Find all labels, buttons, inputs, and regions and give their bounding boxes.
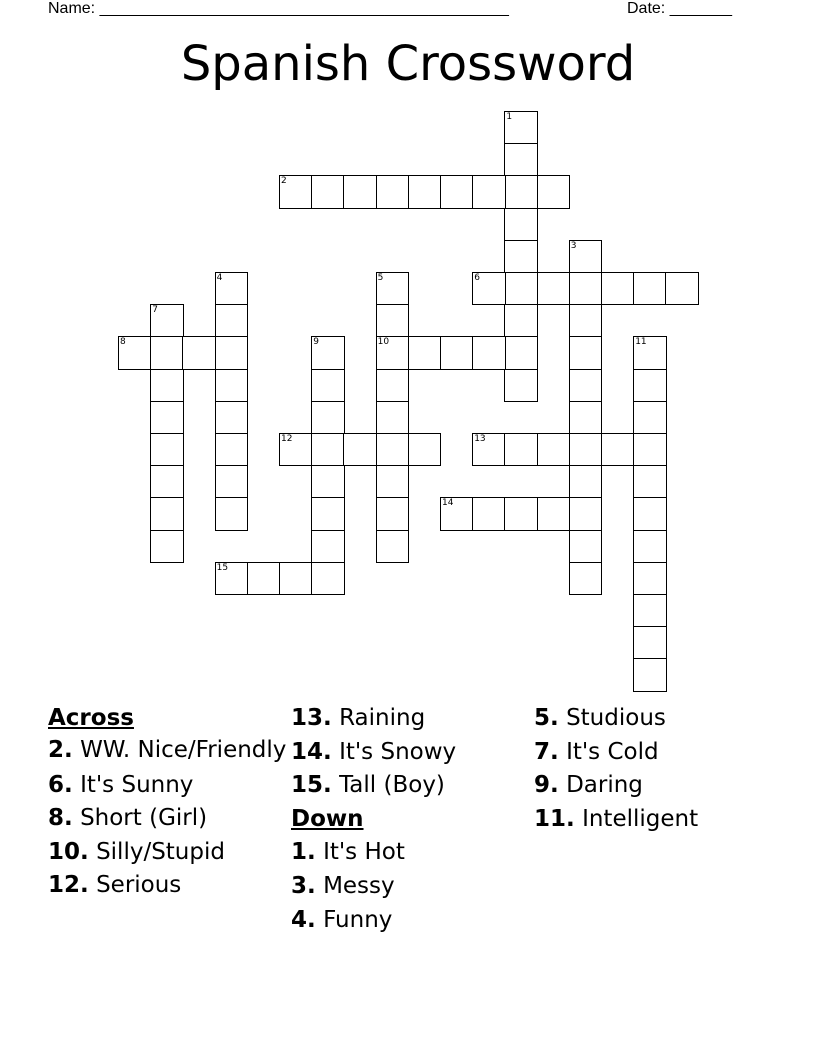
clue-across-2: [48, 736, 288, 764]
crossword-cell[interactable]: [215, 465, 248, 498]
clue-number: 14.: [291, 738, 332, 765]
clue-down-3: [291, 870, 531, 904]
clue-text: It's Hot: [323, 839, 405, 866]
crossword-cell[interactable]: [215, 272, 248, 305]
crossword-cell[interactable]: [279, 175, 312, 208]
clue-number-label: 1: [506, 112, 513, 122]
crossword-cell[interactable]: [343, 175, 376, 208]
crossword-cell[interactable]: [633, 530, 666, 563]
crossword-cell[interactable]: [376, 175, 409, 208]
crossword-cell[interactable]: [150, 530, 183, 563]
clue-down-7: [534, 736, 774, 770]
clue-number-label: 10: [377, 337, 390, 348]
clue-number-label: 3: [570, 240, 577, 251]
clue-number-label: 5: [377, 273, 384, 283]
clue-text: Serious: [96, 872, 182, 899]
crossword-cell[interactable]: [633, 272, 666, 305]
crossword-cell[interactable]: [311, 530, 344, 563]
clue-number-label: 6: [474, 273, 480, 283]
crossword-cell[interactable]: [504, 369, 537, 402]
crossword-cell[interactable]: [215, 562, 248, 595]
crossword-cell[interactable]: [440, 336, 473, 369]
clue-number-label: 13: [474, 434, 486, 444]
clue-number: 6.: [48, 771, 73, 798]
crossword-cell[interactable]: [633, 626, 666, 659]
crossword-cell[interactable]: [633, 658, 666, 691]
crossword-cell[interactable]: [376, 369, 409, 402]
crossword-cell[interactable]: [150, 336, 183, 369]
clue-number: 4.: [291, 906, 316, 933]
crossword-cell[interactable]: [376, 401, 409, 434]
down-heading: Down: [291, 805, 364, 832]
crossword-cell[interactable]: [311, 497, 344, 530]
clue-number-label: 12: [281, 434, 293, 444]
crossword-cell[interactable]: [569, 562, 602, 595]
crossword-cell[interactable]: [633, 497, 666, 530]
crossword-cell[interactable]: [440, 175, 473, 208]
crossword-cell[interactable]: [440, 497, 473, 530]
crossword-cell[interactable]: [150, 465, 183, 498]
crossword-cell[interactable]: [569, 369, 602, 402]
clue-number-label: 9: [313, 337, 319, 348]
clue-number: 8.: [48, 805, 73, 832]
crossword-cell[interactable]: [569, 433, 602, 466]
clue-text: Silly/Stupid: [96, 838, 225, 865]
crossword-cell[interactable]: [665, 272, 698, 305]
crossword-cell[interactable]: [247, 562, 280, 595]
crossword-cell[interactable]: [279, 433, 312, 466]
crossword-cell[interactable]: [504, 175, 537, 208]
clue-number: 10.: [48, 838, 89, 865]
crossword-cell[interactable]: [311, 433, 344, 466]
clue-down-5: [534, 702, 774, 736]
crossword-cell[interactable]: [472, 272, 505, 305]
name-line: Name: ______________________________________________: [48, 0, 509, 17]
clue-number: 3.: [291, 872, 316, 899]
crossword-cell[interactable]: [215, 336, 248, 369]
clues-column-1: [48, 702, 288, 903]
clue-number: 11.: [534, 805, 575, 832]
clue-number: 12.: [48, 872, 89, 899]
clue-across-13: [291, 702, 531, 736]
crossword-cell[interactable]: [537, 175, 570, 208]
crossword-cell[interactable]: [537, 272, 570, 305]
crossword-cell[interactable]: [504, 497, 537, 530]
clue-text: Raining: [339, 705, 426, 731]
clue-number-label: 2: [281, 176, 287, 187]
clue-down-1: [291, 836, 531, 870]
crossword-cell[interactable]: [376, 272, 409, 305]
crossword-cell[interactable]: [504, 433, 537, 466]
crossword-cell[interactable]: [472, 433, 505, 466]
clues-column-2: [291, 702, 531, 937]
crossword-cell[interactable]: [601, 433, 634, 466]
crossword-cell[interactable]: [633, 465, 666, 498]
clue-across-14: [291, 736, 531, 770]
across-heading: Across: [48, 705, 134, 731]
crossword-cell[interactable]: [215, 433, 248, 466]
crossword-cell[interactable]: [569, 304, 602, 337]
clue-number: 2.: [48, 736, 73, 763]
crossword-cell[interactable]: [311, 465, 344, 498]
worksheet-header: [48, 0, 748, 22]
clue-text: WW. Nice/Friendly: [80, 736, 287, 763]
crossword-cell[interactable]: [472, 175, 505, 208]
crossword-cell[interactable]: [569, 401, 602, 434]
crossword-cell[interactable]: [504, 208, 537, 241]
crossword-cell[interactable]: [601, 272, 634, 305]
crossword-cell[interactable]: [537, 433, 570, 466]
crossword-cell[interactable]: [311, 369, 344, 402]
crossword-cell[interactable]: [633, 562, 666, 595]
page-title: Spanish Crossword: [180, 36, 636, 92]
crossword-cell[interactable]: [504, 336, 537, 369]
crossword-cell[interactable]: [569, 240, 602, 273]
clue-number: 15.: [291, 772, 332, 799]
crossword-cell[interactable]: [376, 433, 409, 466]
crossword-cell[interactable]: [569, 530, 602, 563]
crossword-cell[interactable]: [215, 369, 248, 402]
clue-number: 7.: [534, 738, 559, 765]
clue-across-12: [48, 869, 288, 903]
crossword-cell[interactable]: [215, 497, 248, 530]
crossword-cell[interactable]: [408, 336, 441, 369]
crossword-cell[interactable]: [504, 240, 537, 273]
crossword-cell[interactable]: [633, 594, 666, 627]
clue-number: 5.: [534, 705, 559, 731]
crossword-cell[interactable]: [633, 401, 666, 434]
clue-text: Funny: [323, 906, 393, 933]
crossword-cell[interactable]: [311, 562, 344, 595]
crossword-cell[interactable]: [569, 465, 602, 498]
crossword-cell[interactable]: [118, 336, 151, 369]
crossword-cell[interactable]: [279, 562, 312, 595]
crossword-cell[interactable]: [150, 497, 183, 530]
clue-text: Intelligent: [582, 805, 699, 832]
clue-number-label: 15: [216, 562, 229, 573]
crossword-cell[interactable]: [504, 143, 537, 176]
clue-number: 9.: [534, 772, 559, 799]
crossword-cell[interactable]: [633, 336, 666, 369]
clue-text: Daring: [566, 772, 643, 799]
date-line: Date: _______: [627, 0, 732, 17]
clue-text: It's Snowy: [339, 738, 457, 765]
clue-number: 13.: [291, 705, 332, 731]
clue-across-6: [48, 769, 288, 803]
clue-text: Tall (Boy): [339, 772, 445, 799]
crossword-cell[interactable]: [343, 433, 376, 466]
crossword-cell[interactable]: [150, 433, 183, 466]
crossword-cell[interactable]: [408, 175, 441, 208]
clue-text: It's Cold: [566, 738, 659, 765]
clue-across-8: [48, 802, 288, 836]
crossword-cell[interactable]: [472, 497, 505, 530]
crossword-cell[interactable]: [376, 336, 409, 369]
crossword-cell[interactable]: [150, 304, 183, 337]
crossword-cell[interactable]: [569, 497, 602, 530]
clue-down-11: [534, 803, 774, 837]
clue-text: Studious: [566, 705, 666, 731]
crossword-cell[interactable]: [569, 336, 602, 369]
crossword-cell[interactable]: [182, 336, 215, 369]
clue-text: Messy: [323, 872, 395, 899]
crossword-cell[interactable]: [537, 497, 570, 530]
crossword-cell[interactable]: [504, 304, 537, 337]
clue-across-10: [48, 836, 288, 870]
clue-down-4: [291, 904, 531, 938]
crossword-cell[interactable]: [215, 401, 248, 434]
clues-column-3: [534, 702, 774, 836]
crossword-cell[interactable]: [311, 401, 344, 434]
crossword-cell[interactable]: [504, 111, 537, 144]
crossword-cell[interactable]: [633, 369, 666, 402]
crossword-cell[interactable]: [376, 497, 409, 530]
clue-down-9: [534, 769, 774, 803]
crossword-cell[interactable]: [150, 401, 183, 434]
crossword-cell[interactable]: [504, 272, 537, 305]
clue-number-label: 8: [120, 337, 126, 348]
crossword-cell[interactable]: [376, 465, 409, 498]
crossword-cell[interactable]: [376, 530, 409, 563]
clue-number-label: 7: [152, 305, 158, 316]
crossword-cell[interactable]: [408, 433, 441, 466]
clue-text: It's Sunny: [80, 771, 194, 798]
crossword-cell[interactable]: [569, 272, 602, 305]
crossword-cell[interactable]: [376, 304, 409, 337]
clue-number-label: 4: [216, 273, 223, 283]
clue-across-15: [291, 769, 531, 803]
crossword-cell[interactable]: [150, 369, 183, 402]
crossword-cell[interactable]: [311, 175, 344, 208]
crossword-cell[interactable]: [311, 336, 344, 369]
clue-number-label: 11: [635, 337, 647, 348]
clue-text: Short (Girl): [80, 805, 208, 832]
clue-number: 1.: [291, 839, 316, 866]
crossword-cell[interactable]: [472, 336, 505, 369]
clue-number-label: 14: [442, 498, 454, 509]
crossword-cell[interactable]: [215, 304, 248, 337]
crossword-cell[interactable]: [633, 433, 666, 466]
